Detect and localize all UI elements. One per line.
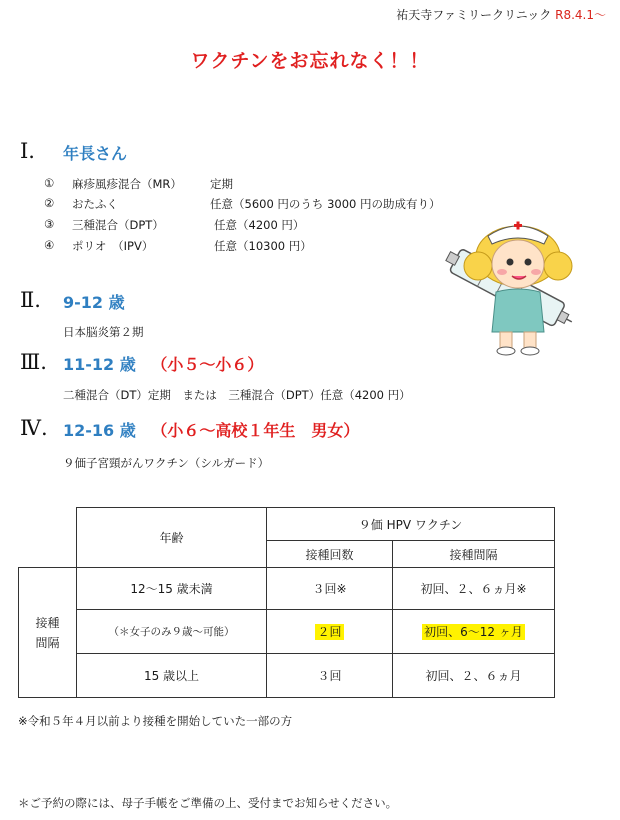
section-3-heading-grades: （小５～小６）	[151, 355, 264, 374]
effective-date: R8.4.1～	[555, 8, 606, 22]
count-highlight: ２回	[317, 625, 342, 639]
interval-cell: 初回、２、６ヵ月	[393, 654, 555, 698]
interval-cell-highlighted	[393, 610, 555, 654]
count-header: 接種回数	[267, 541, 393, 568]
hpv-schedule-table	[18, 507, 555, 698]
section-3-number: Ⅲ.	[20, 350, 47, 374]
section-3-heading-text: 11-12 歳	[63, 355, 136, 374]
table-row	[19, 610, 555, 654]
age-cell: （＊女子のみ９歳～可能）	[77, 610, 267, 654]
item-note: 任意（5600 円のうち 3000 円の助成有り）	[210, 197, 441, 211]
section-2-heading	[63, 290, 125, 313]
section-2-heading-text: 9-12 歳	[63, 293, 125, 312]
clinic-header	[396, 6, 606, 23]
bottom-note: ＊ご予約の際には、母子手帳をご準備の上、受付までお知らせください。	[18, 796, 398, 810]
section-1-heading-text: 年長さん	[63, 144, 128, 163]
item-name: おたふく	[72, 197, 118, 211]
clinic-name: 祐天寺ファミリークリニック	[396, 8, 552, 22]
item-mark: ③	[44, 217, 55, 231]
section-4-number: Ⅳ.	[20, 416, 48, 440]
section-1-heading	[63, 141, 127, 164]
item-note: 定期	[210, 177, 233, 191]
count-cell-highlighted	[267, 610, 393, 654]
age-cell: 12～15 歳未満	[77, 568, 267, 610]
interval-highlight: 初回、6～12 ヶ月	[424, 625, 523, 639]
list-item	[0, 196, 620, 210]
table-corner-cell	[19, 508, 77, 568]
vaccine-header: ９価 HPV ワクチン	[267, 508, 555, 541]
section-3-text: 二種混合（DT）定期 または 三種混合（DPT）任意（4200 円）	[63, 388, 411, 402]
section-4-heading-grades: （小６～高校１年生 男女）	[151, 421, 360, 440]
section-4-heading	[63, 418, 359, 441]
count-cell: ３回	[267, 654, 393, 698]
age-cell: 15 歳以上	[77, 654, 267, 698]
table-row	[19, 568, 555, 610]
item-note: 任意（10300 円）	[214, 239, 312, 253]
section-4-heading-text: 12-16 歳	[63, 421, 136, 440]
age-header: 年齢	[77, 508, 267, 568]
list-item	[0, 176, 620, 190]
item-name: 麻疹風疹混合（MR）	[72, 177, 182, 191]
section-2-text: 日本脳炎第２期	[63, 325, 144, 339]
section-4-text: ９価子宮頸がんワクチン（シルガード）	[63, 456, 270, 470]
item-mark: ②	[44, 196, 55, 210]
section-3-heading	[63, 352, 263, 375]
item-note: 任意（4200 円）	[214, 218, 305, 232]
row-group-label: 接種 間隔	[19, 568, 77, 698]
item-name: 三種混合（DPT）	[72, 218, 164, 232]
nurse-with-syringe-illustration	[440, 214, 580, 356]
footnote: ※令和５年４月以前より接種を開始していた一部の方	[18, 714, 293, 728]
item-mark: ④	[44, 238, 55, 252]
interval-header: 接種間隔	[393, 541, 555, 568]
table-row	[19, 654, 555, 698]
item-mark: ①	[44, 176, 55, 190]
section-2-number: Ⅱ.	[20, 288, 41, 312]
page-title: ワクチンをお忘れなく！！	[190, 50, 430, 72]
section-1-number: Ⅰ.	[20, 139, 35, 163]
item-name: ポリオ （IPV）	[72, 239, 154, 253]
interval-cell: 初回、２、６ヵ月※	[393, 568, 555, 610]
count-cell: ３回※	[267, 568, 393, 610]
